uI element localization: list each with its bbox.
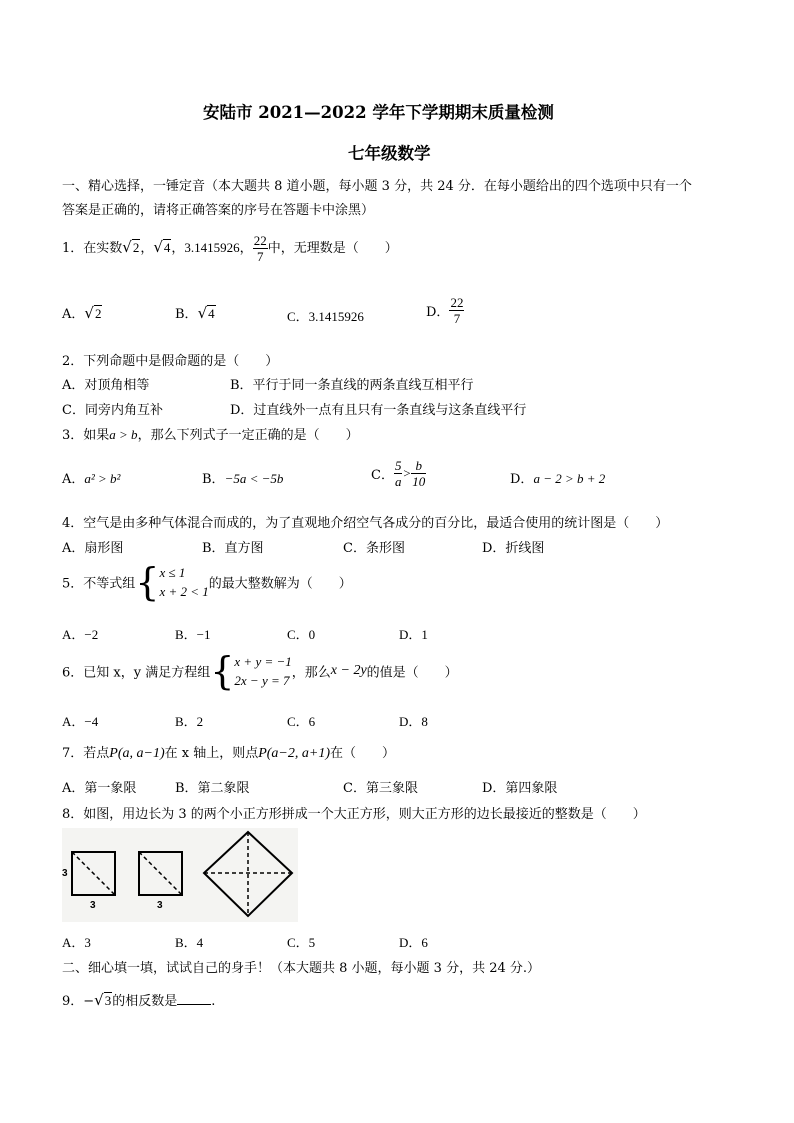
q3-option-c: C． $\frac{5}{a}$ > $\frac{b}{10}$ [371,458,426,489]
q7-option-b: B．第二象限 [175,781,250,796]
q2-option-d: D．过直线外一点有且只有一条直线与这条直线平行 [230,403,527,418]
q6-option-c: C．6 [287,714,316,729]
q1-option-a: A．√2 [62,304,102,322]
page-title: 安陆市 2021—2022 学年下学期期末质量检测 [203,103,554,122]
question-2-stem: 2．下列命题中是假命题的是（ ） [62,354,279,369]
inequality-system: x ≤ 1 x + 2 < 1 [159,565,209,599]
question-8-stem: 8．如图，用边长为 3 的两个小正方形拼成一个大正方形，则大正方形的边长最接近的整数是（ ） [62,807,646,822]
section1-instructions-line2: 答案是正确的，请将正确答案的序号在答题卡中涂黑） [62,203,375,218]
q1-option-c: C．3.1415926 [287,309,364,324]
q8-option-d: D．6 [399,935,428,950]
q8-option-b: B．4 [175,935,204,950]
bottom-label-1: 3 [90,900,96,911]
q8-option-a: A．3 [62,935,91,950]
q4-option-d: D．折线图 [482,541,545,556]
q5-option-a: A．−2 [62,627,99,642]
q1-option-b: B．√4 [175,304,215,322]
question-3-stem: 3．如果a > b，那么下列式子一定正确的是（ ） [62,427,359,443]
q1-option-d: D． $\frac{22}{7}$ [426,295,464,326]
q3-option-a: A．a² > b² [62,471,121,487]
q2-option-b: B．平行于同一条直线的两条直线互相平行 [230,378,474,393]
q2-option-c: C．同旁内角互补 [62,403,163,418]
question-1-stem: 1．在实数√2，√4，3.1415926， $\frac{22}{7}$ 中，无理数是（ ） [62,233,398,264]
q8-figure [62,828,298,922]
equation-system: x + y = −1 2x − y = 7 [234,654,292,688]
sqrt-3: √3 [94,991,112,1009]
q8-option-c: C．5 [287,935,316,950]
squares-diagram [62,828,298,922]
q4-option-b: B．直方图 [202,541,264,556]
q5-option-d: D．1 [399,627,428,642]
q4-option-c: C．条形图 [343,541,405,556]
q7-option-c: C．第三象限 [343,781,418,796]
section1-instructions-line1: 一、精心选择，一锤定音（本大题共 8 道小题，每小题 3 分，共 24 分．在每小题给出的四个选项中只有一个 [62,179,692,194]
q6-option-b: B．2 [175,714,204,729]
question-7-stem: 7．若点P(a, a−1)在 x 轴上，则点P(a−2, a+1)在（ ） [62,746,396,761]
q2-option-a: A．对顶角相等 [62,378,150,393]
q6-option-a: A．−4 [62,714,99,729]
question-4-stem: 4．空气是由多种气体混合而成的，为了直观地介绍空气各成分的百分比，最适合使用的统计图是（ ） [62,516,669,531]
q7-option-a: A．第一象限 [62,781,137,796]
sqrt-2: √2 [122,238,140,256]
question-9-stem: 9．−√3的相反数是 . [62,991,216,1009]
q5-option-b: B．−1 [175,627,211,642]
q3-option-b: B．−5a < −5b [202,471,284,487]
q3-option-d: D．a − 2 > b + 2 [510,471,606,487]
question-5-stem: 5．不等式组{ x ≤ 1 x + 2 < 1 的最大整数解为（ ） [62,560,352,604]
answer-blank [177,992,211,1005]
q6-option-d: D．8 [399,714,428,729]
brace-icon: { [135,560,160,604]
q5-option-c: C．0 [287,627,316,642]
fraction-22-7: $\frac{22}{7}$ [253,233,267,264]
bottom-label-2: 3 [157,900,163,911]
sqrt-4: √4 [153,238,171,256]
page-subtitle: 七年级数学 [348,144,431,163]
section2-instructions: 二、细心填一填，试试自己的身手！（本大题共 8 小题，每小题 3 分，共 24 分.） [62,961,541,976]
side-label: 3 [62,868,68,879]
q7-option-d: D．第四象限 [482,781,558,796]
q1-prefix: 1．在实数 [62,241,123,256]
brace-icon: { [210,649,235,693]
question-6-stem: 6．已知 x，y 满足方程组{ x + y = −1 2x − y = 7 ，那么x − 2y的值是（ ） [62,649,458,693]
q4-option-a: A．扇形图 [62,541,124,556]
